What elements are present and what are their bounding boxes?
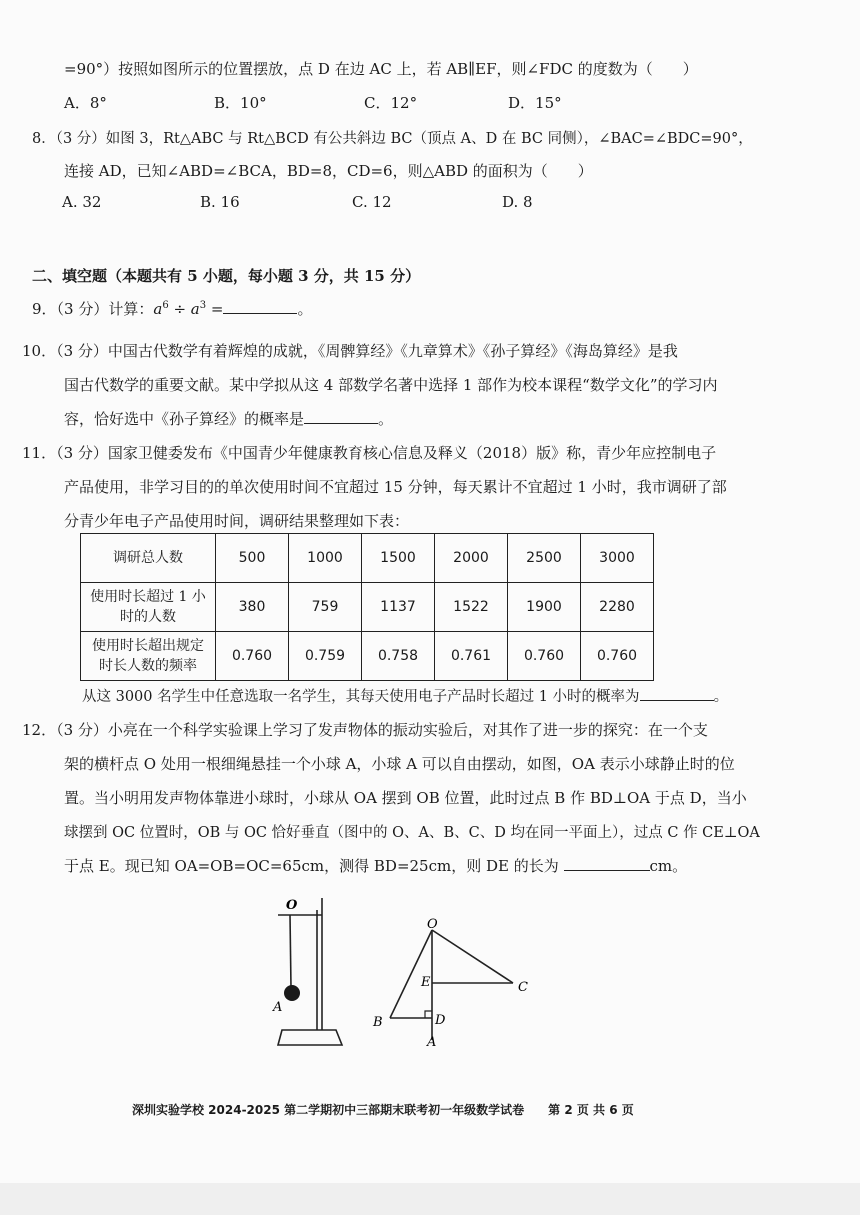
q9-answer-blank[interactable] xyxy=(223,299,297,314)
label-d: D xyxy=(435,1013,446,1028)
q7-options xyxy=(64,92,664,112)
pendulum-figure xyxy=(260,890,560,1060)
q12-line3: 置。当小明用发声物体靠进小球时，小球从 OA 摆到 OB 位置，此时过点 B 作 BD⊥OA 于点 D，当小 xyxy=(64,789,747,807)
table-cell: 0.760 xyxy=(581,632,654,681)
table-cell: 1500 xyxy=(362,534,435,583)
q9-exp1: 6 xyxy=(162,300,169,311)
survey-table xyxy=(80,533,654,681)
q9-div: ÷ xyxy=(168,300,191,318)
q12-line5-text: 于点 E。现已知 OA=OB=OC=65cm，测得 BD=25cm，则 DE 的长为 xyxy=(64,857,564,875)
table-row xyxy=(81,583,654,632)
table-cell: 0.761 xyxy=(435,632,508,681)
label-o-left: O xyxy=(286,898,298,913)
table-cell: 759 xyxy=(289,583,362,632)
q11-line1: 11．（3 分）国家卫健委发布《中国青少年健康教育核心信息及释义（2018）版》称，青少年应控制电子 xyxy=(22,444,717,462)
table-cell: 1137 xyxy=(362,583,435,632)
table-cell: 3000 xyxy=(581,534,654,583)
q8-option-c[interactable]: C. 12 xyxy=(352,193,392,211)
q7-option-d[interactable]: D．15° xyxy=(508,94,562,112)
q9-prefix: 9．（3 分）计算： xyxy=(32,300,154,318)
table-cell: 0.758 xyxy=(362,632,435,681)
q7-option-b[interactable]: B．10° xyxy=(214,94,267,112)
q11-question xyxy=(82,685,728,706)
q10-line3-end: 。 xyxy=(378,410,394,428)
q12-line5-end: cm。 xyxy=(649,857,688,875)
row-head-text: 时长人数的频率 xyxy=(99,658,197,674)
q7-option-a[interactable]: A．8° xyxy=(64,94,107,112)
q7-option-c[interactable]: C．12° xyxy=(364,94,418,112)
table-cell: 2280 xyxy=(581,583,654,632)
q11-line3: 分青少年电子产品使用时间，调研结果整理如下表： xyxy=(64,512,410,530)
table-cell: 1000 xyxy=(289,534,362,583)
page-footer: 深圳实验学校 2024-2025 第二学期初中三部期末联考初一年级数学试卷 第 2 页 共 6 页 xyxy=(132,1103,634,1117)
q8-options xyxy=(62,193,662,213)
table-cell: 380 xyxy=(216,583,289,632)
pendulum-stand xyxy=(278,898,342,1045)
q10-answer-blank[interactable] xyxy=(304,409,378,424)
q9-eq: = xyxy=(206,300,224,318)
q12-line1: 12．（3 分）小亮在一个科学实验课上学习了发声物体的振动实验后，对其作了进一步的探究：在一个支 xyxy=(22,721,708,739)
table-cell: 1900 xyxy=(508,583,581,632)
q8-option-d[interactable]: D. 8 xyxy=(502,193,533,211)
label-b: B xyxy=(373,1015,383,1030)
label-e: E xyxy=(421,975,431,990)
q12-line2: 架的横杆点 O 处用一根细绳悬挂一个小球 A，小球 A 可以自由摆动，如图，OA 表示小球静止时的位 xyxy=(64,755,735,773)
geometry-diagram xyxy=(390,930,513,1040)
table-cell: 2500 xyxy=(508,534,581,583)
table-cell: 1522 xyxy=(435,583,508,632)
q7-tail: =90°）按照如图所示的位置摆放，点 D 在边 AC 上，若 AB∥EF，则∠FDC 的度数为（ ） xyxy=(64,60,698,78)
row-head-text: 时的人数 xyxy=(120,609,176,625)
q10-line2: 国古代数学的重要文献。某中学拟从这 4 部数学名著中选择 1 部作为校本课程“数学文化”的学习内 xyxy=(64,376,718,394)
label-a-right: A xyxy=(427,1035,437,1050)
table-row xyxy=(81,534,654,583)
q12-answer-blank[interactable] xyxy=(564,856,650,871)
pendulum-ball xyxy=(284,985,300,1001)
label-a-left: A xyxy=(273,1000,283,1015)
row-head-total xyxy=(81,534,216,583)
q8-line1: 8．（3 分）如图 3，Rt△ABC 与 Rt△BCD 有公共斜边 BC（顶点 A、D 在 BC 同侧），∠BAC=∠BDC=90°， xyxy=(32,131,753,147)
table-cell: 0.760 xyxy=(508,632,581,681)
row-head-over-1h xyxy=(81,583,216,632)
q9-exp2: 3 xyxy=(199,300,207,311)
scan-bottom-margin xyxy=(0,1183,860,1215)
q10-line3 xyxy=(64,408,393,429)
section2-title: 二、填空题（本题共有 5 小题，每小题 3 分，共 15 分） xyxy=(32,267,421,285)
table-row xyxy=(81,632,654,681)
q9-base-b: a xyxy=(190,300,200,318)
q8-option-a[interactable]: A. 32 xyxy=(62,193,102,211)
q10-line3-text: 容，恰好选中《孙子算经》的概率是 xyxy=(64,410,305,428)
label-o-right: O xyxy=(427,917,438,932)
row-head-frequency xyxy=(81,632,216,681)
q9 xyxy=(32,298,312,319)
q9-end: 。 xyxy=(297,300,313,318)
q11-question-text: 从这 3000 名学生中任意选取一名学生，其每天使用电子产品时长超过 1 小时的概率为 xyxy=(82,689,640,705)
q8-option-b[interactable]: B. 16 xyxy=(200,193,240,211)
table-cell: 500 xyxy=(216,534,289,583)
q11-line2: 产品使用，非学习目的的单次使用时间不宜超过 15 分钟，每天累计不宜超过 1 小时，我市调研了部 xyxy=(64,478,727,496)
row-head-text: 使用时长超出规定 xyxy=(92,638,204,654)
q9-base-a: a xyxy=(153,300,163,318)
label-c: C xyxy=(518,980,528,995)
q10-line1: 10．（3 分）中国古代数学有着辉煌的成就，《周髀算经》《九章算术》《孙子算经》《海岛算经》是我 xyxy=(22,342,678,360)
table-cell: 0.759 xyxy=(289,632,362,681)
q12-line4: 球摆到 OC 位置时，OB 与 OC 恰好垂直（图中的 O、A、B、C、D 均在同一平面上），过点 C 作 CE⊥OA xyxy=(64,825,760,841)
q12-line5 xyxy=(64,855,687,876)
row-head-text: 调研总人数 xyxy=(113,550,183,566)
table-cell: 0.760 xyxy=(216,632,289,681)
q11-question-end: 。 xyxy=(713,689,729,705)
row-head-text: 使用时长超过 1 小 xyxy=(90,589,206,605)
q11-answer-blank[interactable] xyxy=(640,686,714,701)
table-cell: 2000 xyxy=(435,534,508,583)
q8-line2: 连接 AD，已知∠ABD=∠BCA，BD=8，CD=6，则△ABD 的面积为（ ） xyxy=(64,162,593,180)
